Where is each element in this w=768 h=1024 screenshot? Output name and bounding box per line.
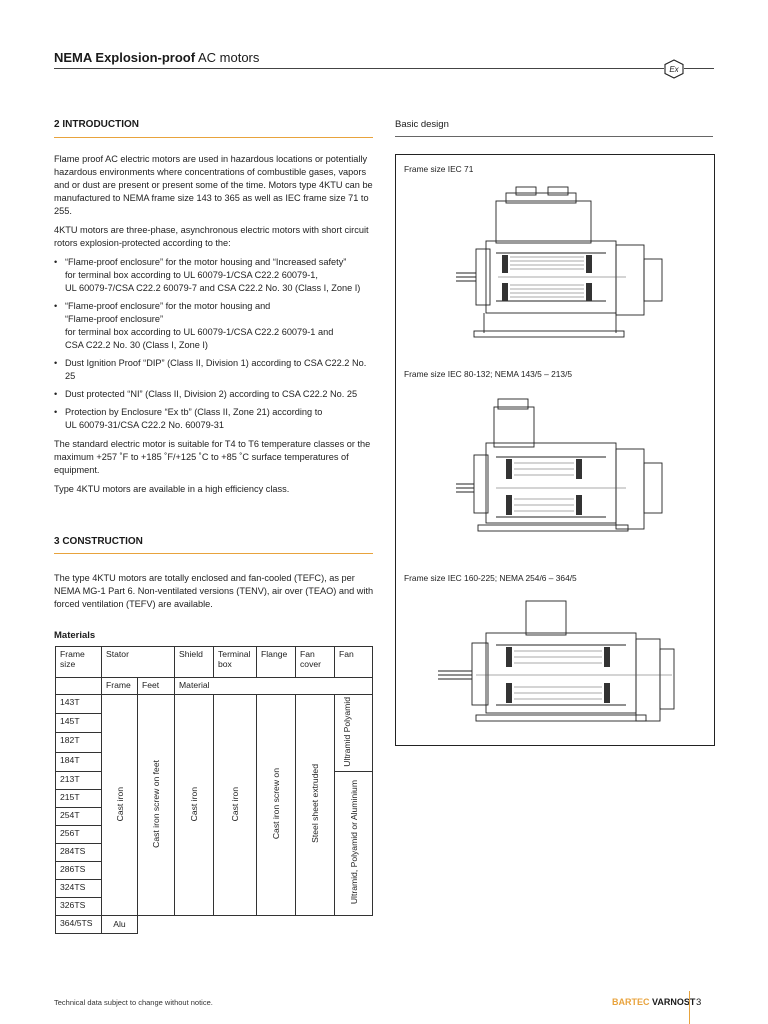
- frame-size-cell: 184T: [56, 752, 102, 771]
- basic-design-heading: Basic design: [395, 119, 449, 130]
- header-stator: Stator: [102, 647, 175, 678]
- page-number: 3: [696, 997, 702, 1008]
- header-flange: Flange: [257, 647, 296, 678]
- fan-material-text: Ultramid Polyamid: [341, 697, 352, 767]
- frame-size-cell: 256T: [56, 825, 102, 843]
- header-rule-right: [684, 68, 714, 69]
- construction-body: [54, 572, 376, 617]
- header-title-bold: NEMA Explosion-proof: [54, 50, 196, 65]
- flange-material-text: Cast iron screw on: [271, 768, 281, 840]
- frame-size-cell: 326TS: [56, 897, 102, 915]
- basic-design-rule: [395, 136, 713, 137]
- diagram-caption: Frame size IEC 71: [404, 164, 474, 174]
- feet-material-text: Cast iron screw on feet: [151, 759, 161, 848]
- frame-size-cell: 215T: [56, 789, 102, 807]
- materials-title: Materials: [54, 630, 96, 641]
- frame-size-cell: 145T: [56, 714, 102, 733]
- intro-paragraph: Type 4KTU motors are available in a high efficiency class.: [54, 484, 290, 494]
- header-shield: Shield: [175, 647, 214, 678]
- construction-rule: [54, 553, 373, 554]
- flange-material-cell: [257, 695, 296, 916]
- table-header-row: [56, 647, 373, 678]
- header-title-rest: AC motors: [195, 50, 260, 65]
- intro-bullet-list: [54, 256, 376, 432]
- frame-size-cell: 286TS: [56, 861, 102, 879]
- fan-cover-material-text: Steel sheet extruded: [310, 764, 320, 844]
- frame-material-text: Cast iron: [114, 786, 125, 822]
- footer-note: Technical data subject to change without notice.: [54, 998, 213, 1007]
- materials-table: [55, 646, 373, 934]
- construction-paragraph: The type 4KTU motors are totally enclosed and fan-cooled (TEFC), as per NEMA MG-1 Part 6. Non-ventilated versions (TENV), air over (TEAO) and with forced ventilation (TEFV) are available.: [54, 573, 374, 609]
- intro-rule: [54, 137, 373, 138]
- motor-drawing-iec71: [456, 183, 676, 343]
- terminal-box-material-text: Cast iron: [230, 786, 240, 822]
- frame-size-cell: 284TS: [56, 843, 102, 861]
- basic-design-frame: [395, 154, 715, 746]
- subheader-frame: Frame: [102, 678, 138, 695]
- intro-body: [54, 153, 376, 502]
- bullet-text: “Flame-proof enclosure” for the motor housing and “Increased safety” for terminal box according to UL 60079-1/CSA C22.2 60079-1, UL 60079-7/CSA C22.2 60079-7 and CSA C22.2 No. 30 (Class I, Zone I): [65, 257, 361, 293]
- table-subheader-row: [56, 678, 373, 695]
- frame-size-cell: 324TS: [56, 879, 102, 897]
- header-frame-size: Frame size: [56, 647, 102, 678]
- intro-paragraph: 4KTU motors are three-phase, asynchronous electric motors with short circuit rotors explosion-protected according to the:: [54, 225, 369, 248]
- table-row: [56, 695, 373, 714]
- fan-material-text: Ultramid, Polyamid or Aluminium: [348, 780, 359, 905]
- shield-material-text: Cast iron: [189, 786, 199, 822]
- fan-material-cell: [335, 695, 373, 772]
- frame-size-cell: 254T: [56, 807, 102, 825]
- bullet-item: • “Flame-proof enclosure” for the motor housing and “Increased safety” for terminal box according to UL 60079-1/CSA C22.2 60079-1, UL 60079-7/CSA C22.2 60079-7 and CSA C22.2 No. 30 (Class I, Zone I): [54, 257, 361, 293]
- motor-drawing-iec160-225: [436, 595, 686, 735]
- bullet-item: • “Flame-proof enclosure” for the motor housing and “Flame-proof enclosure” for terminal box according to UL 60079-1/CSA C22.2 60079-1 and CSA C22.2 No. 30 (Class I, Zone I): [54, 301, 334, 350]
- page-number-separator: [689, 991, 690, 1024]
- header-terminal-box: Terminal box: [214, 647, 257, 678]
- motor-drawing-iec80-132: [456, 393, 676, 543]
- bullet-text: Protection by Enclosure “Ex tb” (Class II, Zone 21) according to UL 60079-31/CSA C22.2 No. 60079-31: [65, 407, 323, 430]
- frame-size-cell: 143T: [56, 695, 102, 714]
- frame-size-cell: 213T: [56, 771, 102, 789]
- header-rule: [54, 68, 664, 69]
- brand-logo: [612, 997, 695, 1007]
- frame-material-cell: [102, 695, 138, 916]
- intro-paragraph: The standard electric motor is suitable for T4 to T6 temperature classes or the maximum +257 ˚F to +185 ˚F/+125 ˚C to +85 ˚C surface temperatures of equipment.: [54, 439, 371, 475]
- bullet-item: • Dust protected “NI” (Class II, Division 2) according to CSA C22.2 No. 25: [54, 389, 358, 399]
- diagram-caption: Frame size IEC 160-225; NEMA 254/6 – 364/5: [404, 573, 577, 583]
- construction-heading: 3 CONSTRUCTION: [54, 536, 143, 547]
- subheader-empty: [56, 678, 102, 695]
- table-row: [56, 915, 373, 933]
- bullet-text: Dust protected “NI” (Class II, Division 2) according to CSA C22.2 No. 25: [65, 389, 358, 399]
- fan-cover-material-cell: [296, 695, 335, 916]
- feet-material-cell: [138, 695, 175, 916]
- intro-heading: 2 INTRODUCTION: [54, 119, 139, 130]
- bullet-text: Dust Ignition Proof “DIP” (Class II, Division 1) according to CSA C22.2 No. 25: [65, 358, 367, 381]
- ex-mark-icon: [664, 59, 684, 79]
- bullet-item: • Protection by Enclosure “Ex tb” (Class II, Zone 21) according to UL 60079-31/CSA C22.2 No. 60079-31: [54, 407, 323, 430]
- bullet-text: “Flame-proof enclosure” for the motor housing and “Flame-proof enclosure” for terminal box according to UL 60079-1/CSA C22.2 60079-1 and CSA C22.2 No. 30 (Class I, Zone I): [65, 301, 334, 350]
- subheader-material: Material: [175, 678, 373, 695]
- subheader-feet: Feet: [138, 678, 175, 695]
- diagram-caption: Frame size IEC 80-132; NEMA 143/5 – 213/5: [404, 369, 573, 379]
- header-fan-cover: Fan cover: [296, 647, 335, 678]
- brand-name-2: VARNOST: [652, 997, 696, 1007]
- brand-name-1: BARTEC: [612, 997, 650, 1007]
- page-header-title: [54, 50, 259, 65]
- fan-material-cell: [335, 771, 373, 915]
- frame-size-cell: 182T: [56, 733, 102, 752]
- fan-material-cell: Alu: [102, 915, 138, 933]
- shield-material-cell: [175, 695, 214, 916]
- intro-paragraph: Flame proof AC electric motors are used in hazardous locations or potentially hazardous environments where concentrations of combustible gases, vapors and or dust are present or present some of the time. Motors type 4KTU can be manufactured to NEMA frame size 143 to 365 as well as IEC frame size 71 to 255.: [54, 154, 373, 216]
- bullet-item: • Dust Ignition Proof “DIP” (Class II, Division 1) according to CSA C22.2 No. 25: [54, 358, 367, 381]
- header-fan: Fan: [335, 647, 373, 678]
- frame-size-cell: 364/5TS: [56, 915, 102, 933]
- terminal-box-material-cell: [214, 695, 257, 916]
- ex-mark-text: Ex: [669, 65, 679, 75]
